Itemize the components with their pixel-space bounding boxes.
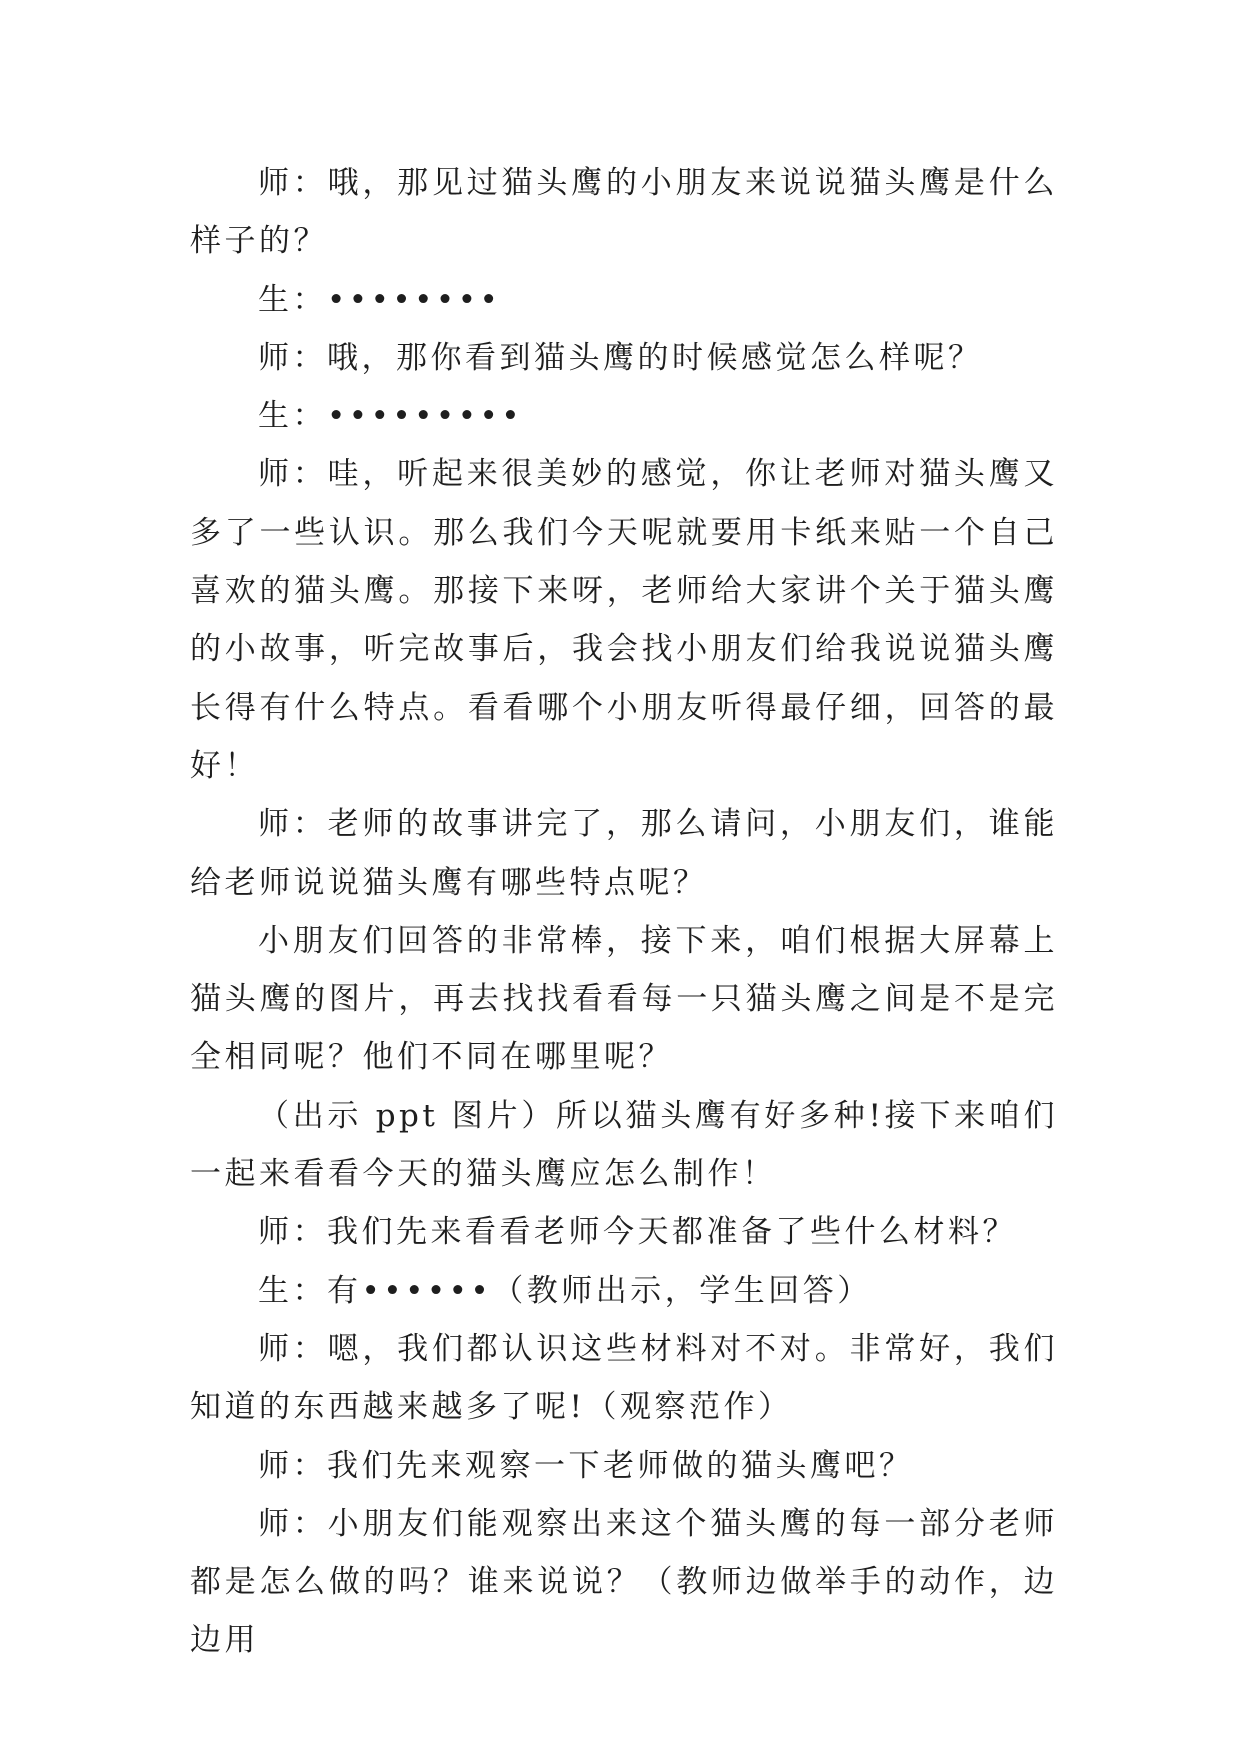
- paragraph-10: 生：有••••••（教师出示，学生回答）: [258, 1272, 872, 1309]
- paragraph-8: （出示 ppt 图片）所以猫头鹰有好多种!接下来咱们一起来看看今天的猫头鹰应怎么制作！: [190, 1097, 1058, 1193]
- paragraph-3: 师：哦，那你看到猫头鹰的时候感觉怎么样呢？: [258, 339, 983, 376]
- paragraph-11: 师：嗯，我们都认识这些材料对不对。非常好，我们知道的东西越来越多了呢!（观察范作）: [190, 1330, 1058, 1426]
- paragraph-13: 师：小朋友们能观察出来这个猫头鹰的每一部分老师都是怎么做的吗？谁来说说？（教师边做举手的动作，边边用: [190, 1505, 1058, 1659]
- lesson-transcript: [190, 154, 1058, 1670]
- paragraph-5: 师：哇，听起来很美妙的感觉，你让老师对猫头鹰又多了一些认识。那么我们今天呢就要用卡纸来贴一个自己喜欢的猫头鹰。那接下来呀，老师给大家讲个关于猫头鹰的小故事，听完故事后，我会找小朋友们给我说说猫头鹰长得有什么特点。看看哪个小朋友听得最仔细，回答的最好！: [190, 456, 1058, 784]
- paragraph-4: 生：•••••••••: [258, 398, 524, 435]
- paragraph-6: 师：老师的故事讲完了，那么请问，小朋友们，谁能给老师说说猫头鹰有哪些特点呢？: [190, 806, 1058, 901]
- paragraph-2: 生：••••••••: [258, 281, 502, 318]
- paragraph-7: 小朋友们回答的非常棒，接下来，咱们根据大屏幕上猫头鹰的图片，再去找找看看每一只猫头鹰之间是不是完全相同呢？他们不同在哪里呢？: [190, 922, 1058, 1076]
- paragraph-12: 师：我们先来观察一下老师做的猫头鹰吧？: [258, 1447, 914, 1484]
- paragraph-9: 师：我们先来看看老师今天都准备了些什么材料？: [258, 1214, 1017, 1251]
- paragraph-1: 师：哦，那见过猫头鹰的小朋友来说说猫头鹰是什么样子的？: [190, 165, 1058, 260]
